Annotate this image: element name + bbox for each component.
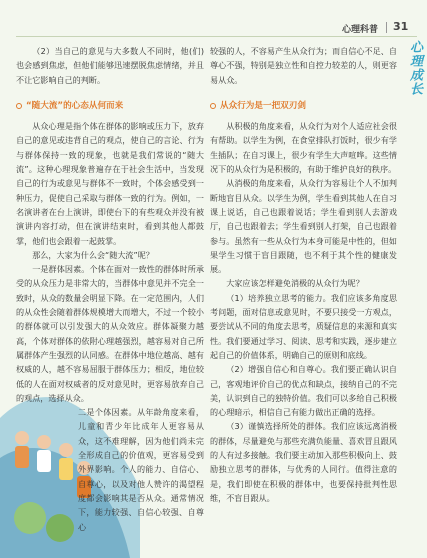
section-title-1 <box>16 99 204 113</box>
paragraph: 从众心理是指个体在群体的影响或压力下，放弃自己的意见或违背自己的观点，使自己的言论、行为与群体保持一致的现象，也就是我们常说的“随大流”。这种心理现象普遍存在于社会生活中，当发现自己的行为或意见与群体不一致时，个体会感受到一种压力，促使自己采取与群体一致的行为。例如，一名演讲者在台上演讲，即使台下的有些观众并没有被演讲内容打动，但在演讲结束时，看到其他人都鼓掌，他们也会跟着一起鼓掌。 <box>16 121 204 246</box>
section-title-2-text: 从众行为是一把双刃剑 <box>220 100 306 111</box>
section-title-1-text: “随大流”的心态从何而来 <box>26 100 124 111</box>
paragraph: 大家应该怎样避免消极的从众行为呢？ <box>226 278 364 289</box>
circle-bullet-icon <box>210 103 216 109</box>
header-rule <box>16 36 417 37</box>
paragraph: 较强的人，不容易产生从众行为；而自信心不足、自尊心不强，特别是独立性和自控力较差的人，则更容易从众。 <box>210 46 397 85</box>
circle-bullet-icon <box>16 103 22 109</box>
side-label: 心理成长 <box>407 40 422 96</box>
paragraph: 从消极的角度来看，从众行为容易让个人不加判断地盲目从众。以学生为例，学生看到其他人在自习课上说话，自己也跟着说话；学生看到别人去游戏厅，自己也跟着去；学生看到别人打架，自己也跟着参与。虽然有一些从众行为本身可能是中性的，但如果学生习惯于盲目跟随，也不利于其个性的健康发展。 <box>210 178 397 275</box>
paragraph: 那么，大家为什么会“随大流”呢？ <box>32 249 154 260</box>
paragraph: 一是群体因素。个体在面对一致性的群体时所承受的从众压力是非常大的，当群体中意见并不完全一致时，从众的数量会明显下降。在一定范围内，人们的从众性会随着群体规模增大而增大，不过一个较小的群体就可以引发强大的从众效应。群体凝聚力越高，个体对群体的依附心理越强烈，越容易对自己所属群体产生强烈的认同感。在群体中地位越高、越有权威的人，越不容易屈服于群体压力；相反，地位较低的人在面对权威者的反对意见时，更容易放弃自己的观点，选择从众。 <box>16 264 204 403</box>
intro-paragraph: （2）当自己的意见与大多数人不同时，他(们)也会感到焦虑，但他们能够迅速摆脱焦虑情绪，并且不让它影响自己的判断。 <box>16 46 204 85</box>
left-column <box>16 44 204 534</box>
paragraph: （3）谨慎选择所处的群体。我们应该远离消极的群体，尽量避免与那些充满负能量、喜欢冒且跟风的人有过多接触。我们要主动加入那些积极向上、鼓励独立思考的群体，与优秀的人同行。值得注意的是，我们即使在积极的群体中，也要保持批判性思维，不盲目跟从。 <box>210 421 397 503</box>
header-separator <box>386 22 387 33</box>
paragraph: 从积极的角度来看，从众行为对个人适应社会很有帮助。以学生为例，在食堂排队打饭时，很少有学生插队；在自习课上，很少有学生大声喧哗。这些情况下的从众行为是积极的，有助于维护良好的秩序。 <box>210 121 397 175</box>
page-number: 31 <box>393 20 409 33</box>
header-title: 心理科普 <box>342 25 379 35</box>
section-title-2 <box>210 99 397 113</box>
paragraph: （1）培养独立思考的能力。我们应该多角度思考问题，面对信息或意见时，不要只接受一方观点，要尝试从不同的角度去思考，质疑信息的来源和真实性。我们要通过学习、阅读、思考和实践，逐步建立起自己的价值体系，明确自己的原则和底线。 <box>210 292 397 360</box>
right-column <box>210 44 397 505</box>
paragraph: （2）增强自信心和自尊心。我们要正确认识自己，客观地评价自己的优点和缺点，接纳自己的不完美，认识到自己的独特价值。我们可以多给自己积极的心理暗示，相信自己有能力做出正确的选择。 <box>210 364 397 418</box>
paragraph: 二是个体因素。从年龄角度来看，儿童和青少年比成年人更容易从众，这不难理解，因为他们尚未完全形成自己的价值观，更容易受到外界影响。个人的能力、自信心、自尊心，以及对他人赞许的渴望程度都会影响其是否从众。通常情况下，能力较强、自信心较强、自尊心 <box>78 407 204 532</box>
